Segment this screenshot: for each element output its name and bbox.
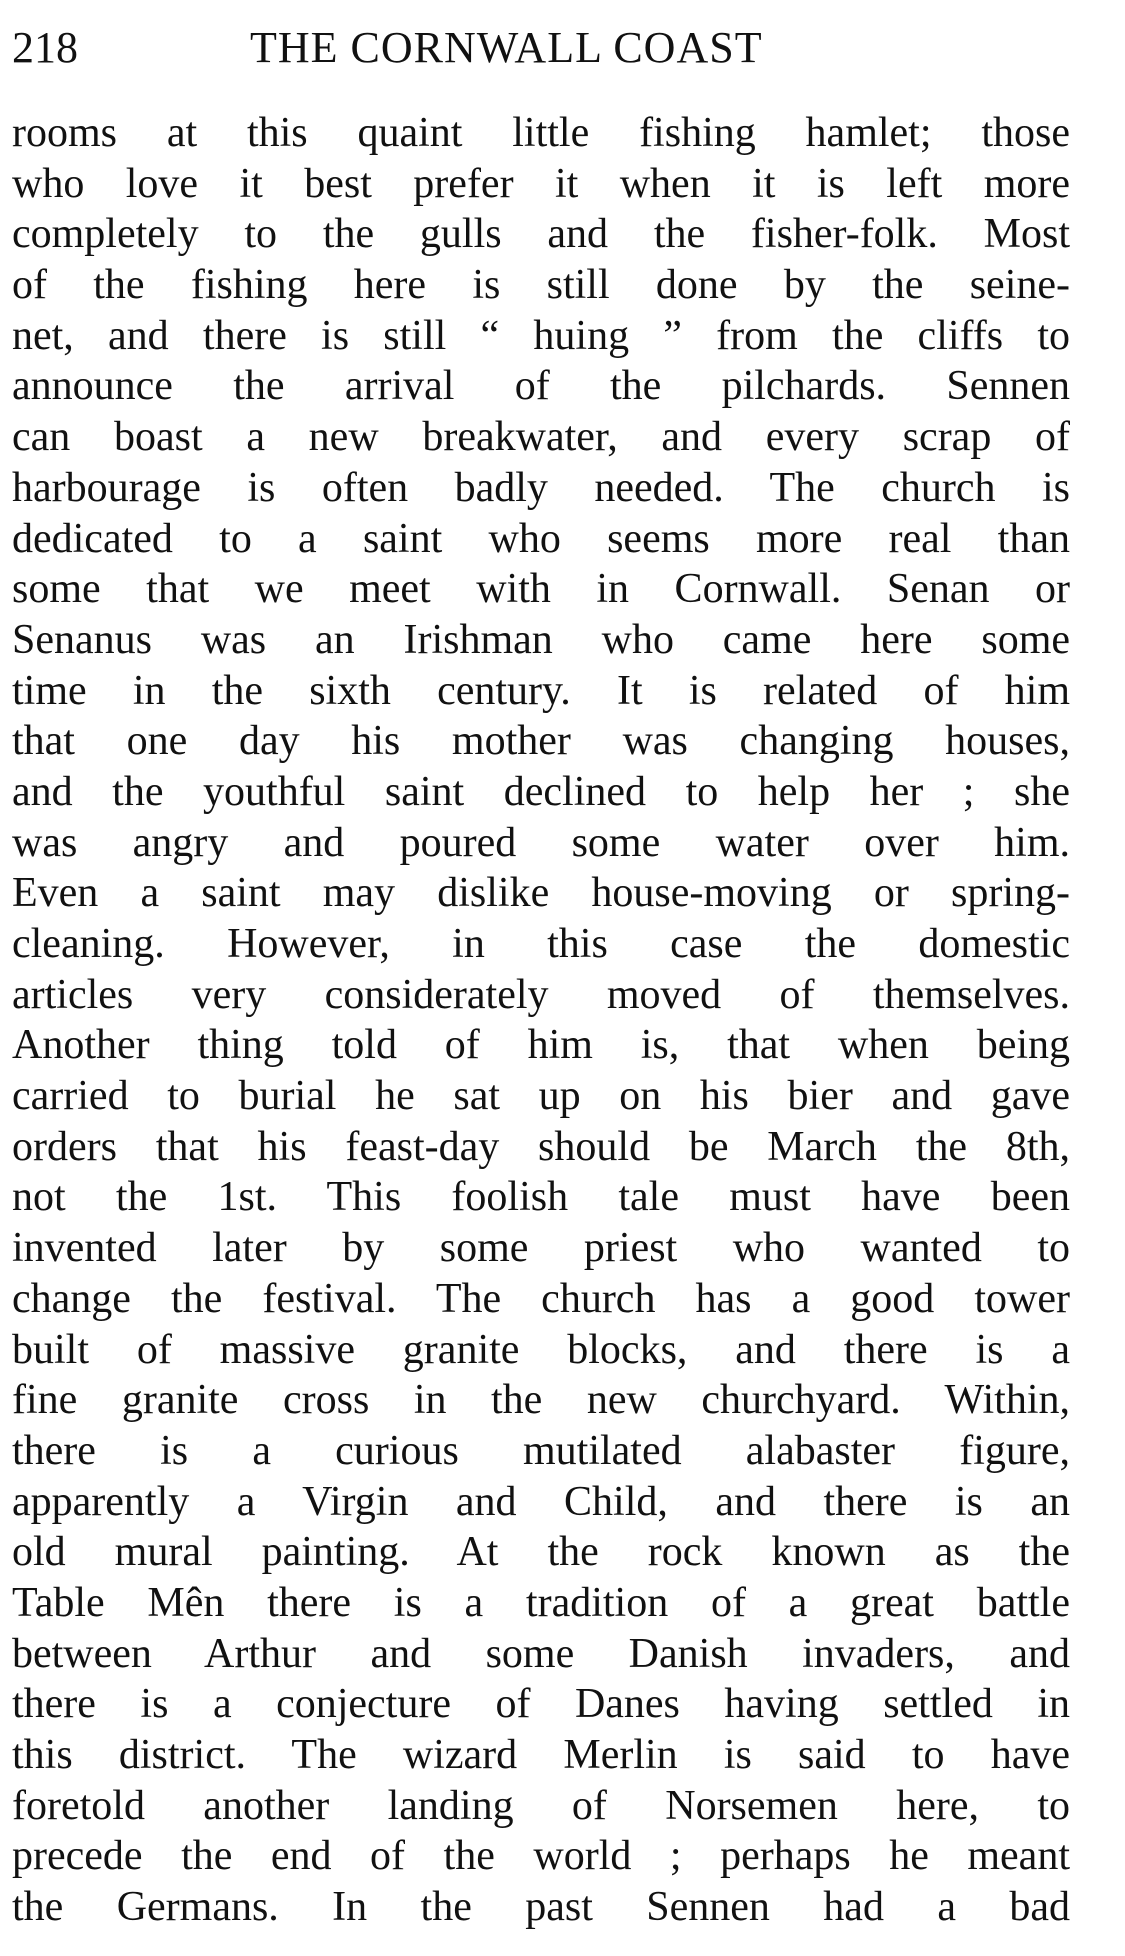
text-line: Another thing told of him is, that when being (12, 1022, 1070, 1069)
text-line: between Arthur and some Danish invaders, and (12, 1630, 1070, 1677)
text-line: there is a curious mutilated alabaster figure, (12, 1427, 1070, 1474)
text-line: was angry and poured some water over him. (12, 819, 1070, 866)
page-header (12, 18, 1062, 78)
body-text (12, 108, 1070, 1933)
running-title: THE CORNWALL COAST (250, 23, 763, 72)
text-line: who love it best prefer it when it is left more (12, 160, 1070, 207)
text-line: not the 1st. This foolish tale must have been (12, 1174, 1070, 1221)
text-line: completely to the gulls and the fisher-folk. Most (12, 211, 1070, 258)
text-line: the Germans. In the past Sennen had a bad (12, 1884, 1070, 1931)
text-line: some that we meet with in Cornwall. Senan or (12, 566, 1070, 613)
text-line: of the fishing here is still done by the seine- (12, 262, 1070, 309)
text-line: net, and there is still “ huing ” from the cliffs to (12, 312, 1070, 359)
text-line: foretold another landing of Norsemen here, to (12, 1782, 1070, 1829)
page-number: 218 (12, 23, 78, 72)
text-line: precede the end of the world ; perhaps he meant (12, 1833, 1070, 1880)
text-line: this district. The wizard Merlin is said to have (12, 1732, 1070, 1778)
text-line: can boast a new breakwater, and every scrap of (12, 414, 1070, 461)
text-line: that one day his mother was changing houses, (12, 718, 1070, 765)
text-line: old mural painting. At the rock known as the (12, 1529, 1070, 1576)
text-line: fine granite cross in the new churchyard. Within, (12, 1377, 1070, 1424)
text-line: and the youthful saint declined to help her ; she (12, 768, 1070, 815)
text-line: there is a conjecture of Danes having settled in (12, 1681, 1070, 1728)
text-line: carried to burial he sat up on his bier and gave (12, 1073, 1070, 1120)
text-line: rooms at this quaint little fishing hamlet; those (12, 110, 1070, 156)
text-line: apparently a Virgin and Child, and there is an (12, 1478, 1070, 1525)
text-line: Senanus was an Irishman who came here some (12, 616, 1070, 663)
text-line: built of massive granite blocks, and there is a (12, 1326, 1070, 1373)
text-line: Table Mên there is a tradition of a great battle (12, 1579, 1070, 1626)
text-line: cleaning. However, in this case the domestic (12, 921, 1070, 967)
text-line: time in the sixth century. It is related of him (12, 667, 1070, 714)
text-line: Even a saint may dislike house-moving or spring- (12, 870, 1070, 917)
text-line: dedicated to a saint who seems more real than (12, 515, 1070, 562)
text-line: invented later by some priest who wanted to (12, 1225, 1070, 1272)
text-line: articles very considerately moved of themselves. (12, 971, 1070, 1018)
text-line: orders that his feast-day should be March the 8th, (12, 1123, 1070, 1170)
text-line: change the festival. The church has a good tower (12, 1275, 1070, 1322)
text-line: announce the arrival of the pilchards. Sennen (12, 363, 1070, 410)
text-line: harbourage is often badly needed. The church is (12, 464, 1070, 511)
